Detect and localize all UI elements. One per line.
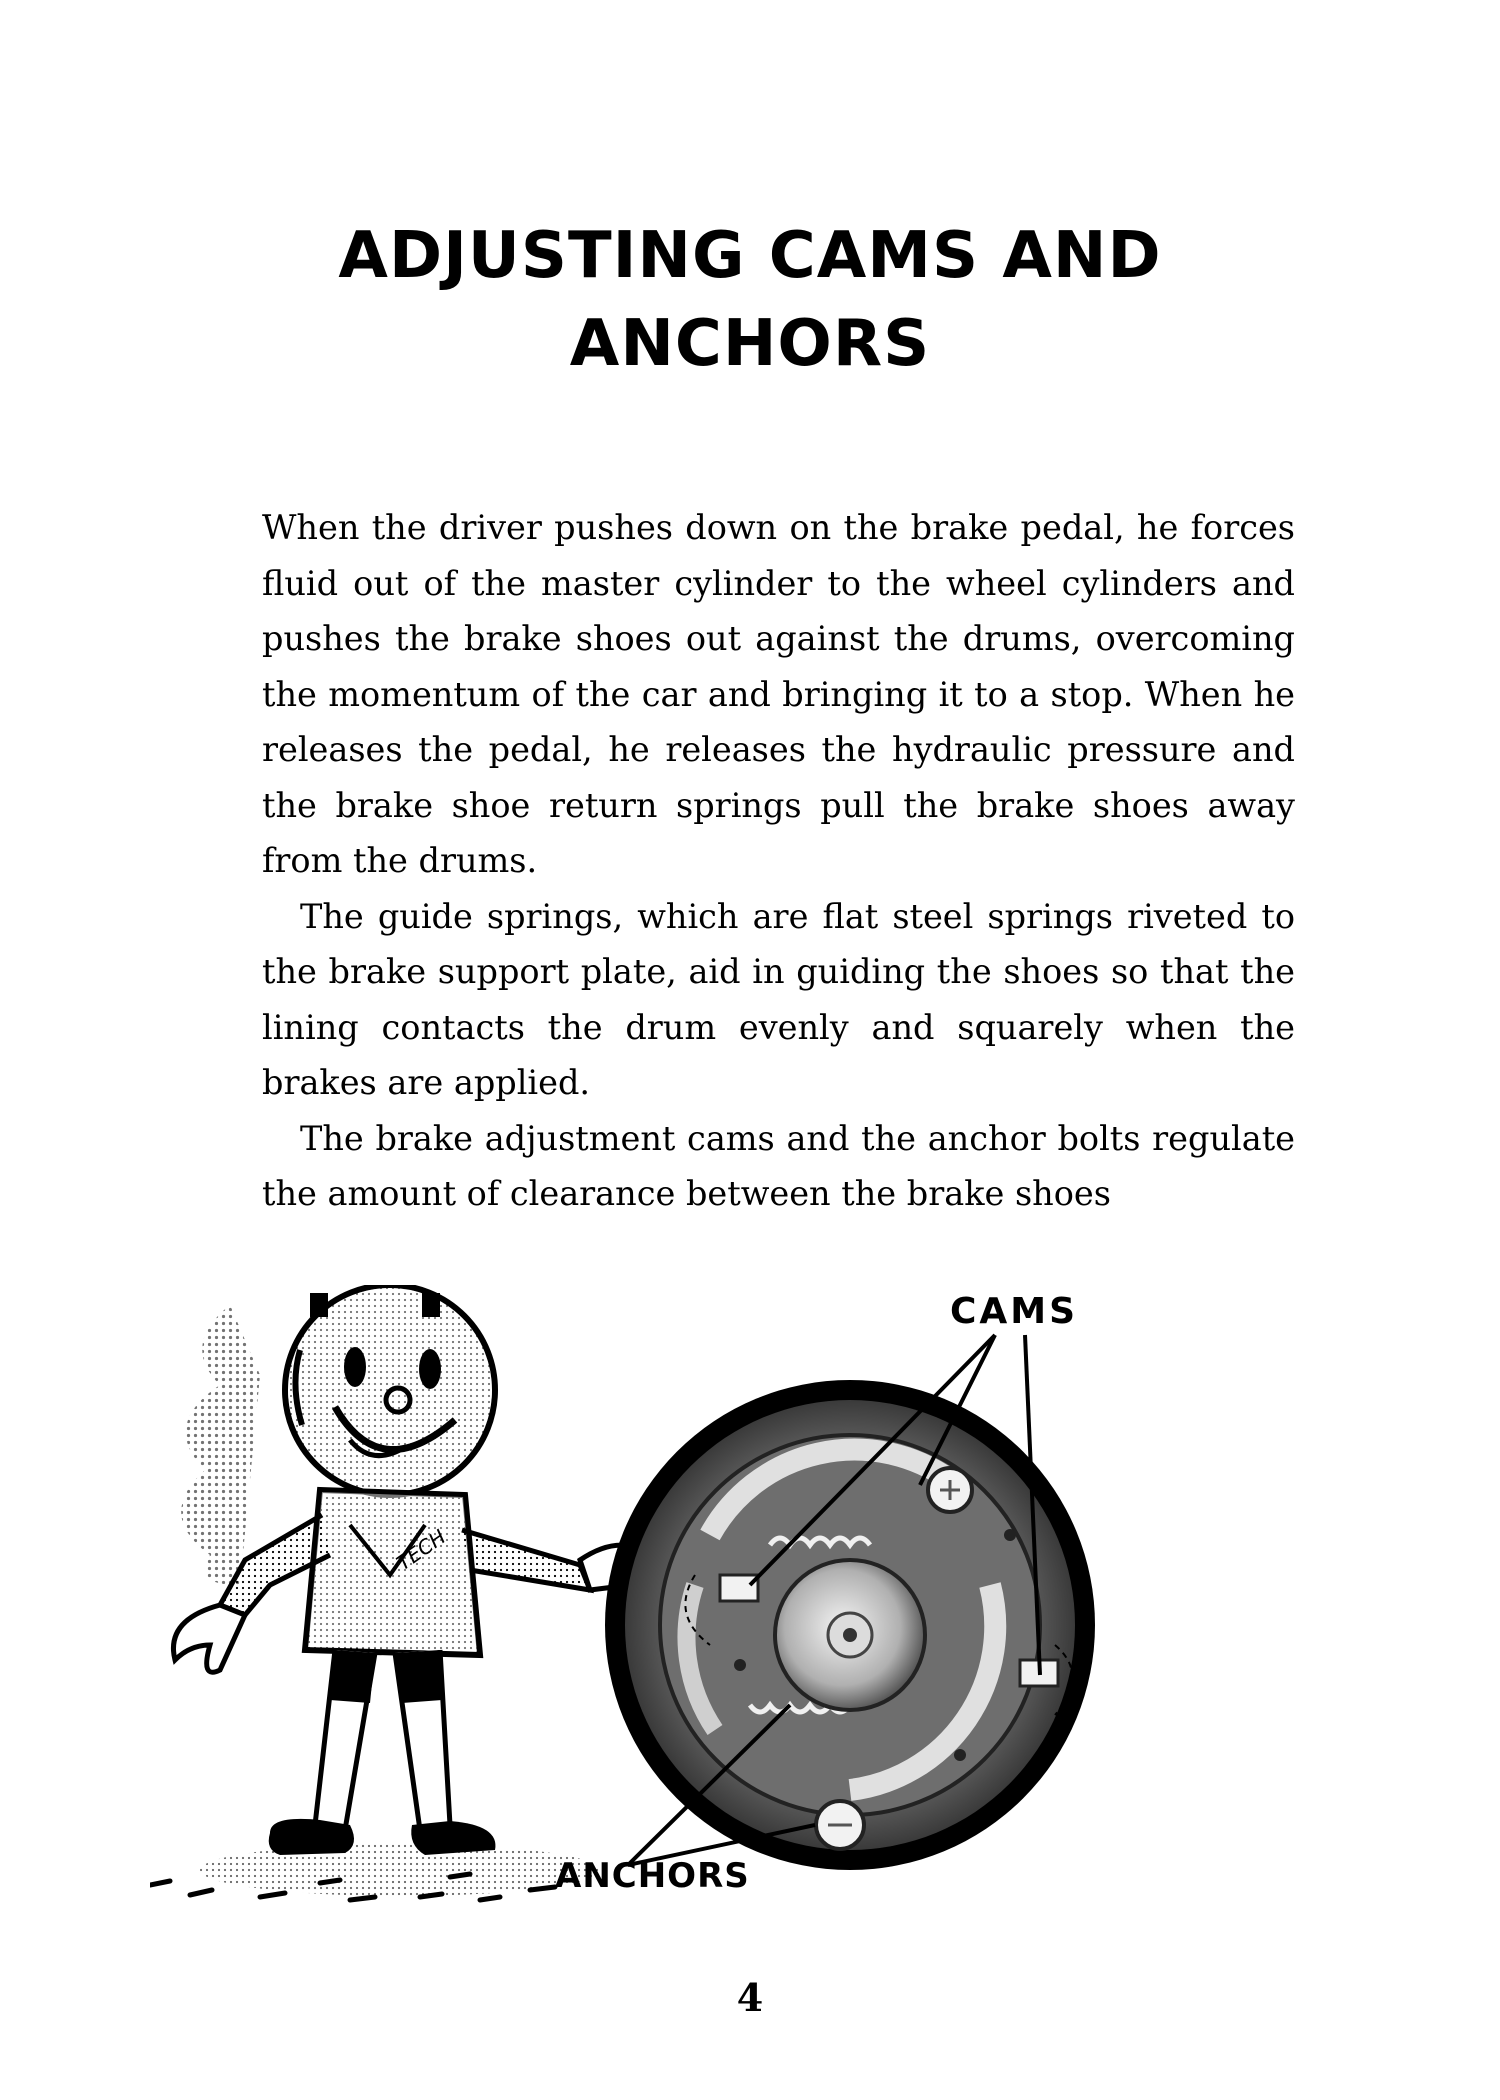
brake-drum-photo (605, 1380, 1095, 1870)
shirt-logo: TECH (392, 1524, 451, 1576)
body-text (262, 500, 1295, 1222)
paragraph-3: The brake adjustment cams and the anchor bolts regulate the amount of clearance between the brake shoes (262, 1118, 1295, 1213)
title-line-1: ADJUSTING CAMS AND (338, 219, 1162, 293)
label-anchors: ANCHORS (555, 1856, 750, 1896)
page-title (0, 212, 1500, 388)
paragraph-2: The guide springs, which are flat steel springs riveted to the brake support plate, aid in guiding the shoes so that the lining contacts the drum evenly and squarely when the brakes are applied. (262, 896, 1295, 1102)
title-line-2: ANCHORS (569, 307, 931, 381)
page-number: 4 (736, 1975, 764, 2020)
label-cams: CAMS (950, 1291, 1079, 1332)
brake-illustration (150, 1285, 1350, 1945)
ground-shadow (150, 1844, 600, 1900)
motion-cloud (181, 1305, 260, 1585)
paragraph-1: When the driver pushes down on the brake pedal, he forces fluid out of the master cylinder to the wheel cylinders and pushes the brake shoes out against the drums, overcoming the momentum of the car and bringing it to a stop. When he releases the pedal, he releases the hydraulic pressure and the brake shoe return springs pull the brake shoes away from the drums. (262, 508, 1295, 880)
